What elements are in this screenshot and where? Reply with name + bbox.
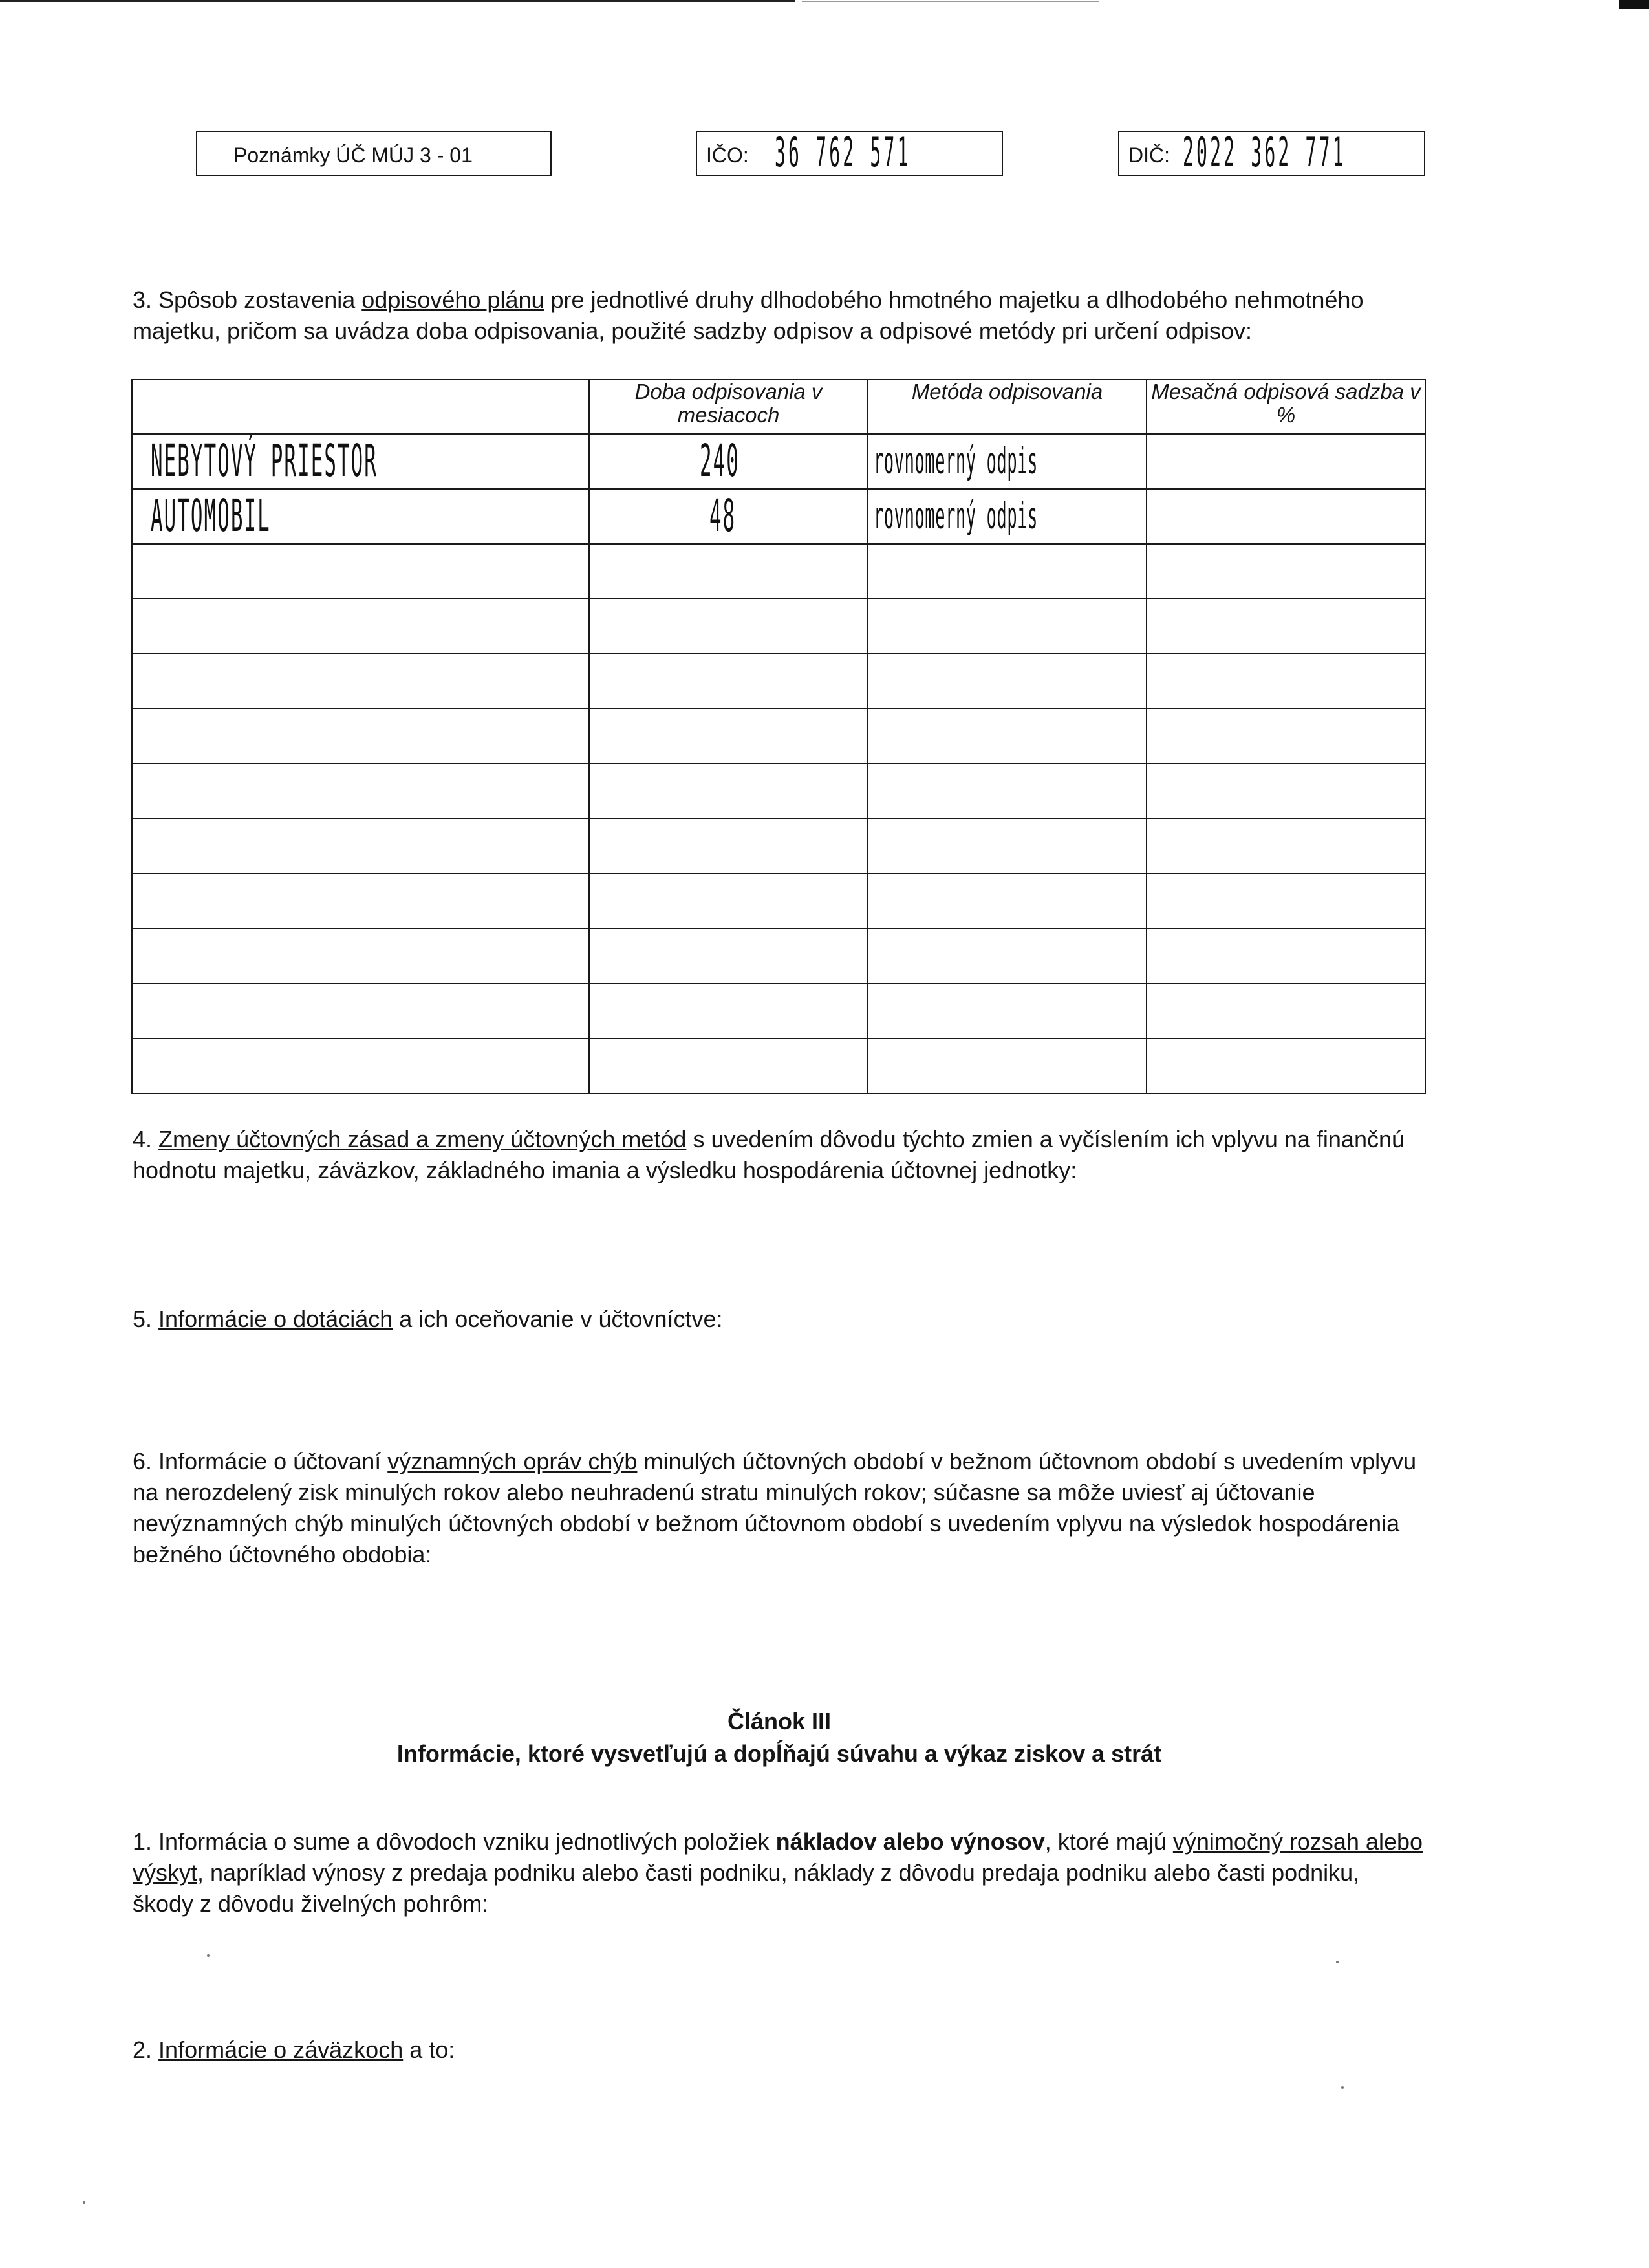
period-cell[interactable]	[589, 654, 868, 709]
zmeny-uctovnych-zasad-link[interactable]: Zmeny účtovných zásad a zmeny účtovných metód	[158, 1126, 687, 1152]
scan-speck	[1336, 1961, 1339, 1963]
asset-cell[interactable]	[132, 984, 589, 1039]
scan-speck	[83, 2201, 85, 2204]
rate-cell[interactable]	[1147, 1039, 1425, 1094]
dic-value: 2022 362 771	[1183, 130, 1346, 177]
rate-cell[interactable]	[1147, 874, 1425, 929]
period-cell[interactable]	[589, 1039, 868, 1094]
method-cell[interactable]: rovnomerný odpis	[868, 489, 1147, 544]
scan-corner-mark	[1619, 0, 1649, 9]
odpisovy-plan-link[interactable]: odpisového plánu	[361, 286, 544, 313]
column-header-method: Metóda odpisovania	[868, 380, 1147, 434]
ico-label: IČO:	[706, 144, 749, 167]
table-row	[132, 819, 1425, 874]
asset-cell[interactable]: AUTOMOBIL	[132, 489, 589, 544]
method-cell[interactable]	[868, 709, 1147, 764]
method-cell[interactable]	[868, 929, 1147, 984]
asset-cell[interactable]	[132, 599, 589, 654]
scan-speck	[1341, 2086, 1344, 2089]
table-row	[132, 489, 1425, 544]
depreciation-plan-table	[131, 379, 1426, 1094]
article-3-item-1-text: 1. Informácia o sume a dôvodoch vzniku jednotlivých položiek nákladov alebo výnosov, ktoré majú výnimočný rozsah alebo výskyt, napríklad výnosy z predaja podniku alebo časti podniku, náklady z dôvodu predaja podniku alebo časti podniku, škody z dôvodu živelných pohrôm:	[133, 1828, 1423, 1917]
vyznamnych-oprav-chyb-link[interactable]: významných opráv chýb	[387, 1448, 638, 1474]
method-cell[interactable]	[868, 1039, 1147, 1094]
scan-edge-line	[0, 0, 795, 2]
method-cell[interactable]	[868, 764, 1147, 819]
method-cell[interactable]	[868, 599, 1147, 654]
method-cell[interactable]	[868, 819, 1147, 874]
rate-cell[interactable]	[1147, 599, 1425, 654]
asset-cell[interactable]: NEBYTOVÝ PRIESTOR	[132, 434, 589, 489]
period-cell[interactable]: 48	[589, 489, 868, 544]
period-cell[interactable]	[589, 984, 868, 1039]
method-cell[interactable]	[868, 544, 1147, 599]
rate-cell[interactable]	[1147, 489, 1425, 544]
rate-cell[interactable]	[1147, 434, 1425, 489]
rate-cell[interactable]	[1147, 929, 1425, 984]
asset-cell[interactable]	[132, 874, 589, 929]
article-title: Článok III	[727, 1708, 832, 1734]
article-subtitle: Informácie, ktoré vysvetľujú a dopĺňajú súvahu a výkaz ziskov a strát	[396, 1740, 1162, 1767]
section-5-text: 5. Informácie o dotáciách a ich oceňovanie v účtovníctve:	[133, 1306, 723, 1332]
section-3-text: 3. Spôsob zostavenia odpisového plánu pre jednotlivé druhy dlhodobého hmotného majetku a dlhodobého nehmotného majetku, pričom sa uvádza doba odpisovania, použité sadzby odpisov a odpisové metódy pri určení odpisov:	[133, 286, 1364, 344]
period-cell[interactable]	[589, 819, 868, 874]
table-row	[132, 929, 1425, 984]
table-row	[132, 654, 1425, 709]
rate-cell[interactable]	[1147, 819, 1425, 874]
table-row	[132, 709, 1425, 764]
informacie-o-zavazkoch-link[interactable]: Informácie o záväzkoch	[158, 2036, 404, 2063]
rate-cell[interactable]	[1147, 654, 1425, 709]
period-cell[interactable]	[589, 874, 868, 929]
asset-cell[interactable]	[132, 1039, 589, 1094]
method-cell[interactable]: rovnomerný odpis	[868, 434, 1147, 489]
dic-box[interactable]	[1118, 131, 1425, 176]
method-cell[interactable]	[868, 984, 1147, 1039]
column-header-asset	[132, 380, 589, 434]
asset-cell[interactable]	[132, 929, 589, 984]
period-cell[interactable]	[589, 599, 868, 654]
asset-cell[interactable]	[132, 764, 589, 819]
rate-cell[interactable]	[1147, 544, 1425, 599]
table-row	[132, 599, 1425, 654]
ico-value: 36 762 571	[775, 130, 911, 177]
rate-cell[interactable]	[1147, 764, 1425, 819]
table-header-row	[132, 380, 1425, 434]
article-3-item-2-text: 2. Informácie o záväzkoch a to:	[133, 2036, 455, 2063]
asset-cell[interactable]	[132, 709, 589, 764]
form-label: Poznámky ÚČ MÚJ 3 - 01	[233, 144, 473, 167]
period-cell[interactable]	[589, 764, 868, 819]
table-row	[132, 544, 1425, 599]
period-cell[interactable]	[589, 709, 868, 764]
asset-cell[interactable]	[132, 819, 589, 874]
informacie-o-dotaciach-link[interactable]: Informácie o dotáciách	[158, 1306, 393, 1332]
form-label-box	[196, 131, 552, 176]
table-row	[132, 874, 1425, 929]
asset-cell[interactable]	[132, 654, 589, 709]
period-cell[interactable]	[589, 929, 868, 984]
section-6-text: 6. Informácie o účtovaní významných opráv chýb minulých účtovných období v bežnom účtovnom období s uvedením vplyvu na nerozdelený zisk minulých rokov alebo neuhradenú stratu minulých rokov; súčasne sa môže uviesť aj účtovanie nevýznamných chýb minulých účtovných období v bežnom účtovnom období s uvedením vplyvu na výsledok hospodárenia bežného účtovného obdobia:	[133, 1448, 1417, 1568]
rate-cell[interactable]	[1147, 709, 1425, 764]
table-row	[132, 434, 1425, 489]
rate-cell[interactable]	[1147, 984, 1425, 1039]
table-row	[132, 764, 1425, 819]
vynimocny-rozsah-link[interactable]: výnimočný rozsah alebo výskyt	[133, 1828, 1423, 1886]
scan-edge-line	[802, 1, 1099, 2]
scan-speck	[207, 1954, 210, 1957]
method-cell[interactable]	[868, 654, 1147, 709]
column-header-rate: Mesačná odpisová sadzba v %	[1147, 380, 1425, 434]
table-row	[132, 984, 1425, 1039]
section-4-text: 4. Zmeny účtovných zásad a zmeny účtovných metód s uvedením dôvodu týchto zmien a vyčíslením ich vplyvu na finančnú hodnotu majetku, záväzkov, základného imania a výsledku hospodárenia účtovnej jednotky:	[133, 1126, 1405, 1183]
column-header-period: Doba odpisovania v mesiacoch	[589, 380, 868, 434]
asset-cell[interactable]	[132, 544, 589, 599]
method-cell[interactable]	[868, 874, 1147, 929]
period-cell[interactable]	[589, 544, 868, 599]
dic-label: DIČ:	[1128, 144, 1170, 167]
table-row	[132, 1039, 1425, 1094]
ico-box[interactable]	[696, 131, 1003, 176]
period-cell[interactable]: 240	[589, 434, 868, 489]
